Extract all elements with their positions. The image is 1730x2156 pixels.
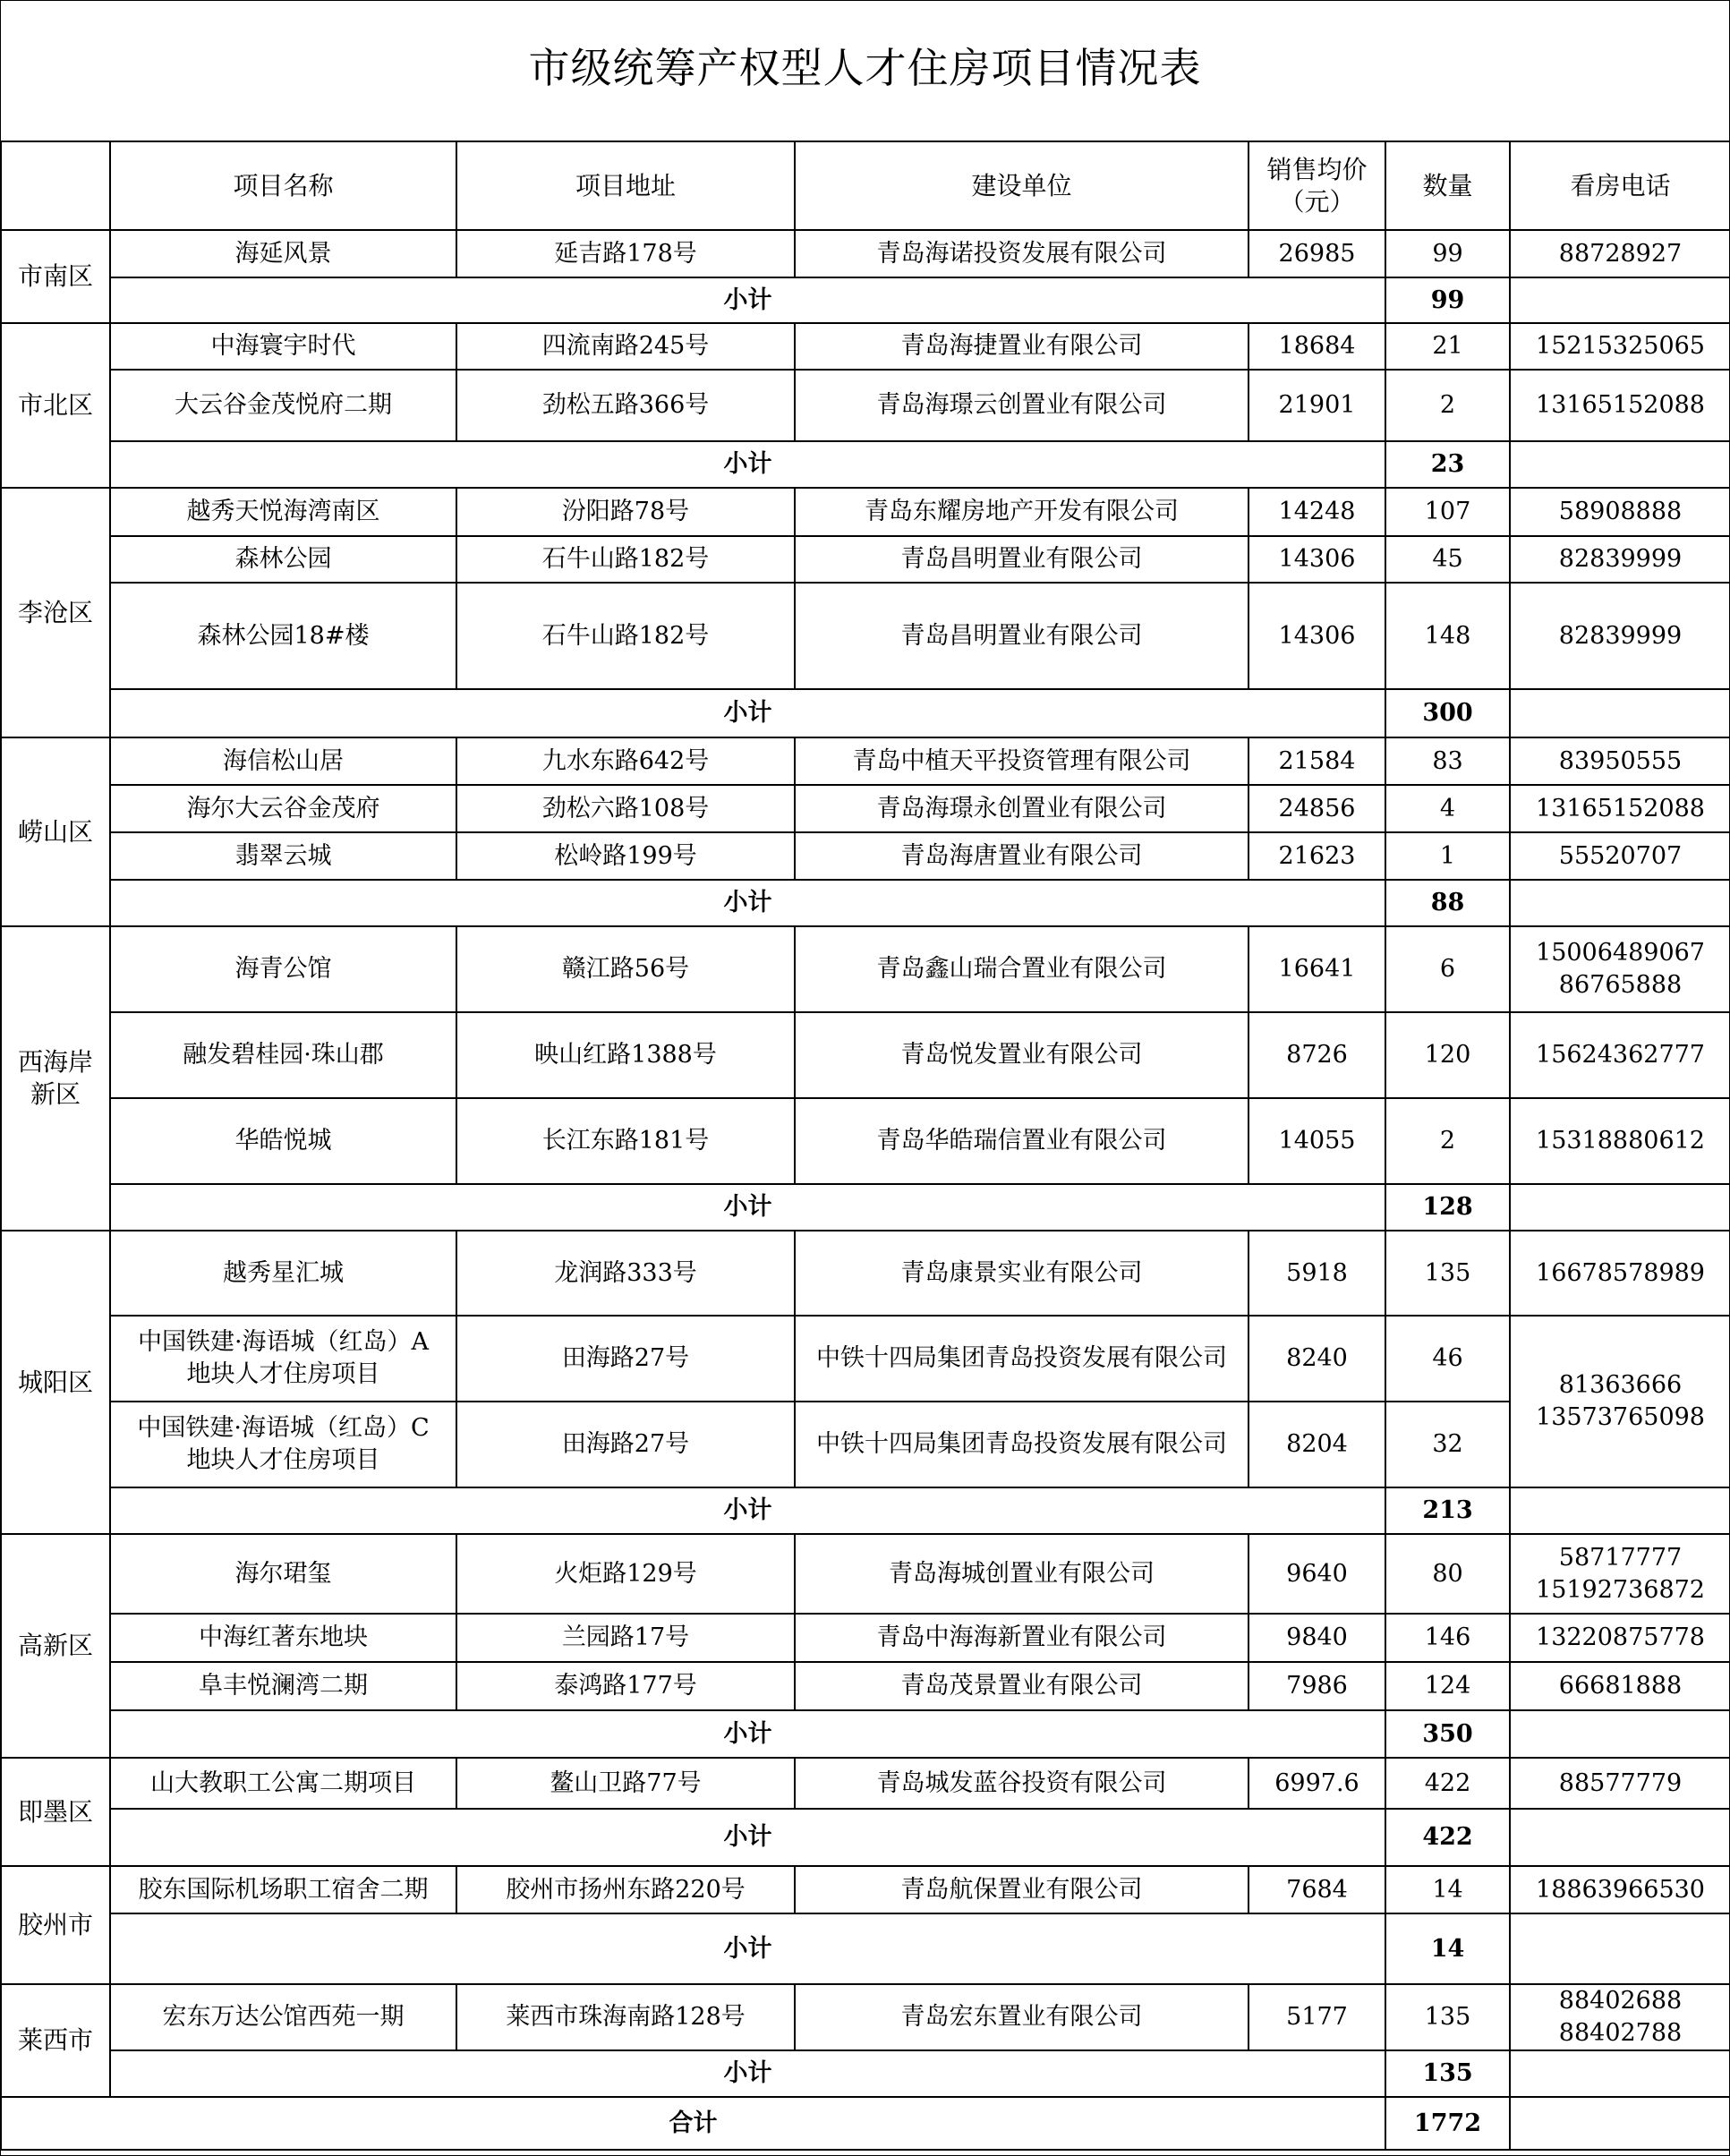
project-name bbox=[110, 737, 456, 785]
project-address: 石牛山路182号 bbox=[456, 536, 795, 583]
phone bbox=[1510, 1012, 1730, 1098]
project-name bbox=[110, 785, 456, 832]
table-row bbox=[1, 230, 1730, 277]
price: 6997.6 bbox=[1248, 1758, 1385, 1809]
count: 83 bbox=[1385, 737, 1510, 785]
builder: 青岛海唐置业有限公司 bbox=[795, 832, 1248, 880]
price: 8726 bbox=[1248, 1012, 1385, 1098]
count: 422 bbox=[1385, 1758, 1510, 1809]
phone bbox=[1510, 1866, 1730, 1913]
district-name-line: 高新区 bbox=[17, 1631, 93, 1660]
project-address: 胶州市扬州东路220号 bbox=[456, 1866, 795, 1913]
subtotal-row bbox=[1, 689, 1730, 737]
project-address: 龙润路333号 bbox=[456, 1231, 795, 1316]
district-name bbox=[1, 737, 110, 926]
phone-line: 88402688 bbox=[1558, 1987, 1683, 2015]
project-name-line: 大云谷金茂悦府二期 bbox=[175, 391, 392, 419]
subtotal-value: 300 bbox=[1385, 689, 1510, 737]
project-name bbox=[110, 1012, 456, 1098]
header-row bbox=[1, 141, 1730, 230]
project-name bbox=[110, 230, 456, 277]
phone bbox=[1510, 926, 1730, 1012]
total-phone-empty bbox=[1510, 2097, 1730, 2150]
project-name bbox=[110, 1662, 456, 1710]
subtotal-phone-empty bbox=[1510, 277, 1730, 323]
project-name bbox=[110, 583, 456, 689]
header-price-line1: 销售均价 bbox=[1266, 154, 1368, 184]
housing-table bbox=[0, 141, 1730, 2151]
district-name bbox=[1, 230, 110, 323]
subtotal-value: 23 bbox=[1385, 441, 1510, 488]
district-name-line: 莱西市 bbox=[17, 2025, 93, 2055]
project-name bbox=[110, 1534, 456, 1614]
district-name bbox=[1, 926, 110, 1231]
project-address: 劲松五路366号 bbox=[456, 370, 795, 441]
table-row bbox=[1, 1614, 1730, 1662]
district-name-line: 胶州市 bbox=[17, 1910, 93, 1939]
phone-line: 82839999 bbox=[1558, 621, 1683, 650]
subtotal-phone-empty bbox=[1510, 1809, 1730, 1866]
subtotal-label: 小计 bbox=[110, 277, 1385, 323]
price: 5177 bbox=[1248, 1984, 1385, 2050]
project-name-line: 阜丰悦澜湾二期 bbox=[199, 1672, 368, 1700]
project-address: 松岭路199号 bbox=[456, 832, 795, 880]
district-name-line: 市北区 bbox=[17, 390, 93, 420]
project-name bbox=[110, 1231, 456, 1316]
subtotal-phone-empty bbox=[1510, 880, 1730, 926]
phone bbox=[1510, 1534, 1730, 1614]
subtotal-value: 99 bbox=[1385, 277, 1510, 323]
project-address: 映山红路1388号 bbox=[456, 1012, 795, 1098]
phone-line: 82839999 bbox=[1558, 545, 1683, 573]
phone-line: 13165152088 bbox=[1536, 391, 1705, 419]
project-name-line: 海延风景 bbox=[234, 239, 332, 268]
table-row bbox=[1, 1012, 1730, 1098]
header-count: 数量 bbox=[1385, 141, 1510, 230]
table-row bbox=[1, 1402, 1730, 1487]
project-name-line: 中国铁建·海语城（红岛）A bbox=[137, 1328, 430, 1356]
subtotal-row bbox=[1, 1710, 1730, 1758]
count: 146 bbox=[1385, 1614, 1510, 1662]
project-name bbox=[110, 1984, 456, 2050]
phone bbox=[1510, 1231, 1730, 1316]
project-address: 鳌山卫路77号 bbox=[456, 1758, 795, 1809]
builder: 青岛昌明置业有限公司 bbox=[795, 536, 1248, 583]
subtotal-label: 小计 bbox=[110, 689, 1385, 737]
project-address: 延吉路178号 bbox=[456, 230, 795, 277]
district-name bbox=[1, 488, 110, 737]
header-builder: 建设单位 bbox=[795, 141, 1248, 230]
phone bbox=[1510, 737, 1730, 785]
price: 5918 bbox=[1248, 1231, 1385, 1316]
builder: 青岛鑫山瑞合置业有限公司 bbox=[795, 926, 1248, 1012]
project-address: 莱西市珠海南路128号 bbox=[456, 1984, 795, 2050]
price: 8240 bbox=[1248, 1316, 1385, 1402]
phone-line: 88728927 bbox=[1558, 239, 1683, 268]
price: 14306 bbox=[1248, 583, 1385, 689]
subtotal-row bbox=[1, 441, 1730, 488]
page-title: 市级统筹产权型人才住房项目情况表 bbox=[528, 44, 1202, 92]
district-name bbox=[1, 323, 110, 488]
phone-line: 58908888 bbox=[1558, 498, 1683, 525]
project-name bbox=[110, 1758, 456, 1809]
builder: 青岛城发蓝谷投资有限公司 bbox=[795, 1758, 1248, 1809]
table-row bbox=[1, 1758, 1730, 1809]
project-name-line: 中海寰宇时代 bbox=[210, 332, 356, 360]
project-name bbox=[110, 926, 456, 1012]
phone-line: 86765888 bbox=[1558, 971, 1683, 999]
phone bbox=[1510, 1758, 1730, 1809]
count: 32 bbox=[1385, 1402, 1510, 1487]
district-name-line: 新区 bbox=[30, 1079, 81, 1109]
header-district bbox=[1, 141, 110, 230]
phone bbox=[1510, 1662, 1730, 1710]
table-row bbox=[1, 832, 1730, 880]
builder: 中铁十四局集团青岛投资发展有限公司 bbox=[795, 1402, 1248, 1487]
project-name bbox=[110, 1098, 456, 1184]
subtotal-row bbox=[1, 2050, 1730, 2097]
builder: 青岛宏东置业有限公司 bbox=[795, 1984, 1248, 2050]
table-row bbox=[1, 488, 1730, 536]
price: 21623 bbox=[1248, 832, 1385, 880]
project-name-line: 地块人才住房项目 bbox=[186, 1360, 380, 1388]
subtotal-label: 小计 bbox=[110, 1809, 1385, 1866]
subtotal-value: 14 bbox=[1385, 1913, 1510, 1984]
project-name bbox=[110, 832, 456, 880]
phone-line: 18863966530 bbox=[1536, 1875, 1705, 1904]
table-row bbox=[1, 1534, 1730, 1614]
project-address: 四流南路245号 bbox=[456, 323, 795, 370]
project-name-line: 宏东万达公馆西苑一期 bbox=[162, 2003, 405, 2031]
price: 21901 bbox=[1248, 370, 1385, 441]
builder: 青岛海捷置业有限公司 bbox=[795, 323, 1248, 370]
phone bbox=[1510, 1316, 1730, 1487]
phone-line: 81363666 bbox=[1558, 1371, 1683, 1399]
district-name-line: 城阳区 bbox=[17, 1367, 93, 1397]
table-row bbox=[1, 323, 1730, 370]
project-name-line: 中国铁建·海语城（红岛）C bbox=[137, 1414, 430, 1442]
subtotal-phone-empty bbox=[1510, 2050, 1730, 2097]
table-row bbox=[1, 370, 1730, 441]
phone-line: 15006489067 bbox=[1536, 939, 1705, 967]
count: 4 bbox=[1385, 785, 1510, 832]
subtotal-label: 小计 bbox=[110, 1710, 1385, 1758]
subtotal-phone-empty bbox=[1510, 441, 1730, 488]
count: 1 bbox=[1385, 832, 1510, 880]
builder: 中铁十四局集团青岛投资发展有限公司 bbox=[795, 1316, 1248, 1402]
phone-line: 66681888 bbox=[1558, 1672, 1683, 1700]
project-address: 九水东路642号 bbox=[456, 737, 795, 785]
project-name bbox=[110, 370, 456, 441]
price: 24856 bbox=[1248, 785, 1385, 832]
builder: 青岛中植天平投资管理有限公司 bbox=[795, 737, 1248, 785]
subtotal-row bbox=[1, 1913, 1730, 1984]
project-name-line: 海信松山居 bbox=[223, 746, 344, 775]
district-name-line: 李沧区 bbox=[17, 597, 93, 627]
builder: 青岛海城创置业有限公司 bbox=[795, 1534, 1248, 1614]
phone-line: 13220875778 bbox=[1536, 1623, 1705, 1651]
count: 120 bbox=[1385, 1012, 1510, 1098]
project-name-line: 森林公园 bbox=[234, 545, 332, 573]
count: 135 bbox=[1385, 1231, 1510, 1316]
district-name bbox=[1, 1231, 110, 1534]
table-row bbox=[1, 1316, 1730, 1402]
phone bbox=[1510, 1984, 1730, 2050]
project-name bbox=[110, 1316, 456, 1402]
builder: 青岛昌明置业有限公司 bbox=[795, 583, 1248, 689]
phone bbox=[1510, 488, 1730, 536]
district-name bbox=[1, 1984, 110, 2097]
subtotal-label: 小计 bbox=[110, 1487, 1385, 1534]
subtotal-phone-empty bbox=[1510, 1913, 1730, 1984]
phone-line: 13165152088 bbox=[1536, 794, 1705, 822]
subtotal-value: 350 bbox=[1385, 1710, 1510, 1758]
project-name-line: 地块人才住房项目 bbox=[186, 1446, 380, 1474]
price: 16641 bbox=[1248, 926, 1385, 1012]
phone-line: 83950555 bbox=[1558, 746, 1683, 775]
price: 14306 bbox=[1248, 536, 1385, 583]
subtotal-value: 135 bbox=[1385, 2050, 1510, 2097]
builder: 青岛航保置业有限公司 bbox=[795, 1866, 1248, 1913]
subtotal-value: 128 bbox=[1385, 1184, 1510, 1231]
district-name-line: 西海岸 bbox=[17, 1047, 93, 1077]
builder: 青岛海璟永创置业有限公司 bbox=[795, 785, 1248, 832]
count: 14 bbox=[1385, 1866, 1510, 1913]
project-address: 劲松六路108号 bbox=[456, 785, 795, 832]
project-name bbox=[110, 1866, 456, 1913]
subtotal-phone-empty bbox=[1510, 1487, 1730, 1534]
project-name-line: 华皓悦城 bbox=[234, 1127, 332, 1155]
subtotal-label: 小计 bbox=[110, 2050, 1385, 2097]
phone bbox=[1510, 832, 1730, 880]
phone-line: 15215325065 bbox=[1536, 332, 1705, 360]
project-address: 汾阳路78号 bbox=[456, 488, 795, 536]
total-value: 1772 bbox=[1385, 2097, 1510, 2150]
project-address: 泰鸿路177号 bbox=[456, 1662, 795, 1710]
district-name bbox=[1, 1866, 110, 1984]
price: 14055 bbox=[1248, 1098, 1385, 1184]
table-row bbox=[1, 583, 1730, 689]
builder: 青岛华皓瑞信置业有限公司 bbox=[795, 1098, 1248, 1184]
phone-line: 55520707 bbox=[1558, 841, 1683, 870]
project-address: 火炬路129号 bbox=[456, 1534, 795, 1614]
project-name-line: 海尔大云谷金茂府 bbox=[186, 794, 380, 822]
count: 80 bbox=[1385, 1534, 1510, 1614]
phone bbox=[1510, 370, 1730, 441]
total-label: 合计 bbox=[1, 2097, 1385, 2150]
subtotal-value: 88 bbox=[1385, 880, 1510, 926]
phone bbox=[1510, 785, 1730, 832]
subtotal-phone-empty bbox=[1510, 1710, 1730, 1758]
table-row bbox=[1, 1098, 1730, 1184]
table-row bbox=[1, 536, 1730, 583]
table-row bbox=[1, 785, 1730, 832]
header-price-line2: （元） bbox=[1279, 186, 1355, 217]
district-name bbox=[1, 1534, 110, 1758]
project-name bbox=[110, 323, 456, 370]
project-name bbox=[110, 536, 456, 583]
district-name-line: 市南区 bbox=[17, 261, 93, 291]
subtotal-row bbox=[1, 880, 1730, 926]
district-name bbox=[1, 1758, 110, 1866]
count: 135 bbox=[1385, 1984, 1510, 2050]
project-name bbox=[110, 1402, 456, 1487]
phone bbox=[1510, 1098, 1730, 1184]
table-row bbox=[1, 926, 1730, 1012]
subtotal-label: 小计 bbox=[110, 1913, 1385, 1984]
count: 2 bbox=[1385, 1098, 1510, 1184]
project-name bbox=[110, 488, 456, 536]
subtotal-label: 小计 bbox=[110, 441, 1385, 488]
subtotal-row bbox=[1, 1809, 1730, 1866]
phone bbox=[1510, 583, 1730, 689]
phone bbox=[1510, 1614, 1730, 1662]
count: 6 bbox=[1385, 926, 1510, 1012]
table-row bbox=[1, 737, 1730, 785]
count: 45 bbox=[1385, 536, 1510, 583]
project-address: 石牛山路182号 bbox=[456, 583, 795, 689]
project-name-line: 中海红著东地块 bbox=[199, 1623, 368, 1651]
phone-line: 13573765098 bbox=[1536, 1403, 1705, 1431]
subtotal-value: 422 bbox=[1385, 1809, 1510, 1866]
project-name bbox=[110, 1614, 456, 1662]
price: 7986 bbox=[1248, 1662, 1385, 1710]
project-name-line: 融发碧桂园·珠山郡 bbox=[183, 1041, 384, 1069]
price: 9840 bbox=[1248, 1614, 1385, 1662]
project-name-line: 越秀天悦海湾南区 bbox=[186, 498, 380, 525]
header-phone: 看房电话 bbox=[1510, 141, 1730, 230]
builder: 青岛茂景置业有限公司 bbox=[795, 1662, 1248, 1710]
price: 18684 bbox=[1248, 323, 1385, 370]
header-project-address: 项目地址 bbox=[456, 141, 795, 230]
builder: 青岛海诺投资发展有限公司 bbox=[795, 230, 1248, 277]
subtotal-row bbox=[1, 1184, 1730, 1231]
builder: 青岛海璟云创置业有限公司 bbox=[795, 370, 1248, 441]
table-row bbox=[1, 1662, 1730, 1710]
header-price bbox=[1248, 141, 1385, 230]
phone-line: 88402788 bbox=[1558, 2019, 1683, 2047]
subtotal-row bbox=[1, 1487, 1730, 1534]
project-name-line: 海尔珺玺 bbox=[234, 1559, 332, 1588]
subtotal-label: 小计 bbox=[110, 1184, 1385, 1231]
count: 124 bbox=[1385, 1662, 1510, 1710]
price: 9640 bbox=[1248, 1534, 1385, 1614]
subtotal-row bbox=[1, 277, 1730, 323]
phone-line: 16678578989 bbox=[1536, 1258, 1705, 1287]
district-name-line: 即墨区 bbox=[17, 1796, 93, 1827]
count: 107 bbox=[1385, 488, 1510, 536]
phone-line: 88577779 bbox=[1558, 1768, 1683, 1797]
builder: 青岛中海海新置业有限公司 bbox=[795, 1614, 1248, 1662]
price: 7684 bbox=[1248, 1866, 1385, 1913]
builder: 青岛东耀房地产开发有限公司 bbox=[795, 488, 1248, 536]
project-name-line: 海青公馆 bbox=[234, 955, 332, 983]
project-name-line: 森林公园18#楼 bbox=[197, 621, 370, 650]
project-address: 兰园路17号 bbox=[456, 1614, 795, 1662]
subtotal-label: 小计 bbox=[110, 880, 1385, 926]
district-name-line: 崂山区 bbox=[17, 816, 93, 847]
table-row bbox=[1, 1231, 1730, 1316]
table-row bbox=[1, 1866, 1730, 1913]
project-name-line: 胶东国际机场职工宿舍二期 bbox=[138, 1875, 429, 1904]
project-address: 田海路27号 bbox=[456, 1316, 795, 1402]
table-row bbox=[1, 1984, 1730, 2050]
phone bbox=[1510, 323, 1730, 370]
price: 21584 bbox=[1248, 737, 1385, 785]
count: 2 bbox=[1385, 370, 1510, 441]
count: 21 bbox=[1385, 323, 1510, 370]
subtotal-value: 213 bbox=[1385, 1487, 1510, 1534]
price: 8204 bbox=[1248, 1402, 1385, 1487]
count: 99 bbox=[1385, 230, 1510, 277]
header-project-name: 项目名称 bbox=[110, 141, 456, 230]
phone-line: 15624362777 bbox=[1536, 1041, 1705, 1069]
price: 26985 bbox=[1248, 230, 1385, 277]
phone-line: 58717777 bbox=[1558, 1543, 1683, 1572]
phone bbox=[1510, 230, 1730, 277]
subtotal-phone-empty bbox=[1510, 689, 1730, 737]
phone-line: 15192736872 bbox=[1536, 1575, 1705, 1604]
builder: 青岛康景实业有限公司 bbox=[795, 1231, 1248, 1316]
project-name-line: 山大教职工公寓二期项目 bbox=[150, 1768, 416, 1797]
project-address: 长江东路181号 bbox=[456, 1098, 795, 1184]
builder: 青岛悦发置业有限公司 bbox=[795, 1012, 1248, 1098]
project-name-line: 翡翠云城 bbox=[234, 841, 332, 870]
price: 14248 bbox=[1248, 488, 1385, 536]
phone-line: 15318880612 bbox=[1536, 1127, 1705, 1155]
count: 148 bbox=[1385, 583, 1510, 689]
total-row bbox=[1, 2097, 1730, 2150]
phone bbox=[1510, 536, 1730, 583]
project-address: 田海路27号 bbox=[456, 1402, 795, 1487]
project-name-line: 越秀星汇城 bbox=[223, 1258, 344, 1287]
count: 46 bbox=[1385, 1316, 1510, 1402]
project-address: 赣江路56号 bbox=[456, 926, 795, 1012]
subtotal-phone-empty bbox=[1510, 1184, 1730, 1231]
